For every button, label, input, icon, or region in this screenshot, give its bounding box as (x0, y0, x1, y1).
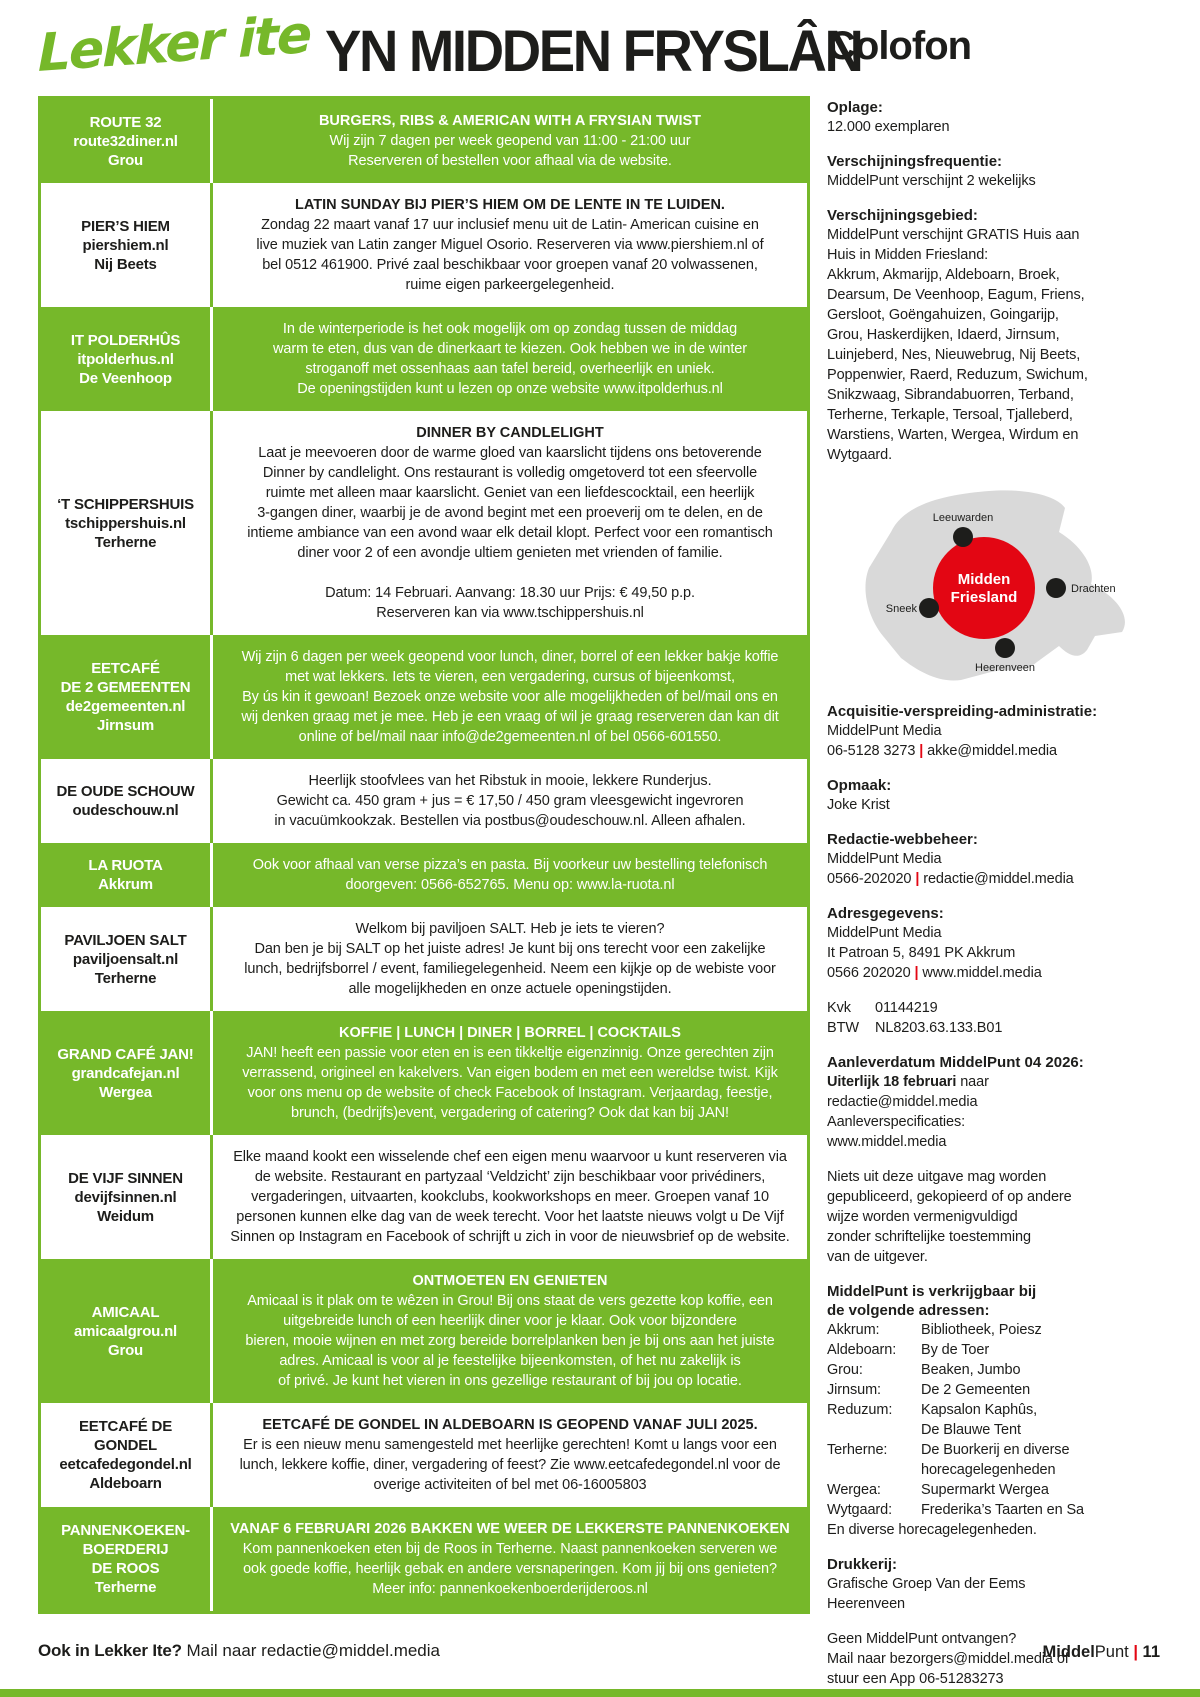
restaurant-name-line: PAVILJOEN SALT (64, 931, 187, 949)
restaurant-name-cell (41, 307, 213, 411)
colofon-line: 0566-202020 | redactie@middel.media (827, 871, 1074, 887)
restaurant-name-line: grandcafejan.nl (71, 1064, 180, 1082)
restaurant-row (41, 411, 807, 635)
colofon-line: Aldeboarn: By de Toer (827, 1342, 990, 1358)
colofon-line: Dearsum, De Veenhoop, Eagum, Friens, (827, 287, 1085, 303)
colofon-section (827, 904, 1189, 983)
description-line: Amicaal is it plak om te wêzen in Grou! Bij ons staat de vers gezette kop koffie, een (247, 1293, 773, 1309)
description-line: Welkom bij paviljoen SALT. Heb je iets te vieren? (355, 921, 665, 937)
description-line: Zondag 22 maart vanaf 17 uur inclusief menu uit de Latin- American cuisine en (261, 217, 759, 233)
colofon-sidebar (827, 98, 1189, 1697)
colofon-line: van de uitgever. (827, 1249, 928, 1265)
description-line: Wij zijn 6 dagen per week geopend voor lunch, diner, borrel of een lekker bakje koffie (241, 649, 779, 665)
footer-brand (1043, 1643, 1160, 1662)
footer-cta-rest: Mail naar redactie@middel.media (186, 1641, 440, 1660)
colofon-line: Grou: Beaken, Jumbo (827, 1362, 1021, 1378)
restaurant-name-line: DE VIJF SINNEN (68, 1169, 183, 1187)
colofon-line: Niets uit deze uitgave mag worden (827, 1169, 1047, 1185)
footer-cta-bold: Ook in Lekker Ite? (38, 1641, 182, 1660)
description-line: adres. Amicaal is voor al je feestelijke bijeenkomsten, of het nu zakelijk is (279, 1353, 741, 1369)
restaurant-name-line: Terherne (94, 969, 157, 987)
footer-brand-bold: Middel (1042, 1643, 1095, 1661)
restaurant-name-line: DE ROOS (91, 1560, 160, 1577)
restaurant-description-cell (213, 1403, 807, 1507)
restaurant-name-line: tschippershuis.nl (65, 514, 186, 532)
description-line: Meer info: pannenkoekenboerderijderoos.nl (372, 1581, 648, 1597)
colofon-line: Reduzum: Kapsalon Kaphûs, (827, 1402, 1038, 1418)
restaurant-name-line: amicaalgrou.nl (73, 1322, 178, 1340)
colofon-line: Akkrum: Bibliotheek, Poiesz (827, 1322, 1042, 1338)
colofon-line: Poppenwier, Raerd, Reduzum, Swichum, (827, 367, 1088, 383)
colofon-section (827, 1167, 1189, 1267)
restaurant-description-cell (213, 411, 807, 635)
restaurant-name-line: piershiem.nl (82, 236, 169, 254)
restaurant-headline: EETCAFÉ DE GONDEL IN ALDEBOARN IS GEOPEND VANAF JULI 2025. (262, 1417, 758, 1433)
restaurant-name-line: oudeschouw.nl (72, 802, 179, 819)
friesland-map-svg (839, 480, 1159, 685)
restaurant-name-line: paviljoensalt.nl (72, 950, 179, 968)
description-line: live muziek van Latin zanger Miguel Osorio. Reserveren via www.piershiem.nl of (256, 237, 764, 253)
description-line: Datum: 14 Februari. Aanvang: 18.30 uur Prijs: € 49,50 p.p. (325, 585, 695, 601)
restaurant-name-cell (41, 907, 213, 1011)
colofon-line: Joke Krist (827, 797, 890, 813)
restaurant-name-line: DE 2 GEMEENTEN (60, 679, 191, 696)
friesland-map (839, 480, 1189, 690)
page-title: YN MIDDEN FRYSLÂN (324, 19, 862, 84)
description-line: in vacuümkookzak. Bestellen via postbus@oudeschouw.nl. Alleen afhalen. (274, 813, 746, 829)
description-line: Elke maand kookt een wisselende chef een eigen menu waarvoor u kunt reserveren via (233, 1149, 787, 1165)
restaurant-description-cell (213, 1011, 807, 1135)
page-header (38, 4, 896, 85)
description-line: lunch, bedrijfsborrel / event, familiegelegenheid. Neem een kijkje op de webiste voor (244, 961, 776, 977)
colofon-line: Uiterlijk 18 februari naar (827, 1074, 989, 1090)
description-line: Laat je meevoeren door de warme gloed van kaarslicht tijdens ons betoverende (258, 445, 762, 461)
restaurant-name-cell (41, 1507, 213, 1611)
description-line: voor ons menu op de website of check Facebook of Instagram. Verjaardag, feestje, (247, 1085, 773, 1101)
description-line: JAN! heeft een passie voor eten en is een tikkeltje eigenzinnig. Onze gerechten zijn (246, 1045, 774, 1061)
footer-red-pipe: | (1133, 1643, 1138, 1661)
lekker-ite-logo: Lekker ite (38, 4, 311, 84)
description-line: Gewicht ca. 450 gram + jus = € 17,50 / 450 gram vleesgewicht ingevroren (276, 793, 744, 809)
description-line: wij denken graag met je mee. Heb je een vraag of wil je graag reserveren dan kan dit (241, 709, 779, 725)
restaurant-row (41, 1403, 807, 1507)
restaurant-description-cell (213, 759, 807, 843)
restaurant-name-cell (41, 411, 213, 635)
description-line: Heerlijk stoofvlees van het Ribstuk in mooie, lekkere Runderjus. (308, 773, 712, 789)
restaurant-name-line: BOERDERIJ (82, 1541, 169, 1558)
description-line: personen kunnen elke dag van de week terecht. Voor het laatste nieuws volgt u De Vijf (236, 1209, 784, 1225)
drachten-label: Drachten (1071, 583, 1116, 595)
heerenveen-dot (995, 638, 1015, 658)
colofon-line: MiddelPunt Media (827, 723, 942, 739)
restaurant-row (41, 99, 807, 183)
description-line: Reserveren kan via www.tschippershuis.nl (376, 605, 644, 621)
restaurant-name-cell (41, 1259, 213, 1403)
restaurant-name-line: Akkrum (98, 876, 153, 893)
colofon-line: MiddelPunt verschijnt GRATIS Huis aan (827, 227, 1080, 243)
footer-page-number: 11 (1142, 1643, 1160, 1661)
colofon-line: MiddelPunt verschijnt 2 wekelijks (827, 173, 1036, 189)
description-line: brunch, (bedrijfs)event, vergadering of catering? Ook dat kan bij JAN! (291, 1105, 729, 1121)
colofon-section-header: de volgende adressen: (827, 1302, 990, 1319)
colofon-section-header: Drukkerij: (827, 1556, 898, 1573)
description-line: alle mogelijkheden en onze actuele openingstijden. (348, 981, 672, 997)
restaurant-name-line: ‘T SCHIPPERSHUIS (57, 495, 194, 513)
colofon-line: De Blauwe Tent (921, 1422, 1021, 1438)
restaurant-row (41, 843, 807, 907)
restaurant-name-line: EETCAFÉ (91, 660, 160, 677)
restaurant-name-line: de2gemeenten.nl (65, 698, 186, 715)
colofon-section (827, 1282, 1189, 1540)
description-line: diner voor 2 of een avondje ultiem genieten met vrienden of familie. (297, 545, 723, 561)
description-line: In de winterperiode is het ook mogelijk om op zondag tussen de middag (282, 321, 738, 337)
restaurant-name-line: LA RUOTA (88, 857, 163, 874)
restaurant-description-cell (213, 843, 807, 907)
colofon-section-header: Verschijningsgebied: (827, 207, 978, 224)
colofon-section-header: Opmaak: (827, 777, 892, 794)
restaurant-row (41, 635, 807, 759)
colofon-line: It Patroan 5, 8491 PK Akkrum (827, 945, 1016, 961)
heerenveen-label: Heerenveen (975, 662, 1035, 674)
colofon-section (827, 206, 1189, 465)
colofon-line: Grou, Haskerdijken, Idaerd, Jirnsum, (827, 327, 1060, 343)
restaurant-name-line: devijfsinnen.nl (74, 1188, 177, 1206)
colofon-line: Heerenveen (827, 1596, 905, 1612)
colofon-line: Wytgaard: Frederika’s Taarten en Sa (827, 1502, 1085, 1518)
colofon-section-header: Redactie-webbeheer: (827, 831, 978, 848)
restaurant-name-line: route32diner.nl (73, 132, 178, 150)
restaurant-description-cell (213, 635, 807, 759)
description-line: ruime eigen parkeergelegenheid. (405, 277, 615, 293)
description-line: ook goede koffie, heerlijk gebak en andere versnaperingen. Kom jij bij ons genieten? (243, 1561, 777, 1577)
colofon-section-header: Oplage: (827, 99, 883, 116)
colofon-line: Grafische Groep Van der Eems (827, 1576, 1026, 1592)
description-line: Dan ben je bij SALT op het juiste adres! Je kunt bij ons terecht voor een zakelijke (254, 941, 766, 957)
restaurant-description-cell (213, 1259, 807, 1403)
restaurant-name-line: Nij Beets (94, 255, 157, 273)
restaurant-row (41, 307, 807, 411)
colofon-section-header: Adresgegevens: (827, 905, 944, 922)
colofon-title: Colofon (827, 24, 972, 68)
restaurant-row (41, 1135, 807, 1259)
red-pipe: | (915, 871, 920, 887)
restaurant-name-line: ROUTE 32 (89, 113, 162, 131)
description-line: de website. Restaurant en partyzaal ‘Veldzicht’ zijn beschikbaar voor privédiners, (254, 1169, 766, 1185)
restaurant-row (41, 1507, 807, 1611)
colofon-line: Akkrum, Akmarijp, Aldeboarn, Broek, (827, 267, 1060, 283)
colofon-line: Wytgaard. (827, 447, 893, 463)
colofon-line: Terherne, Terkaple, Tersoal, Tjalleberd, (827, 407, 1073, 423)
restaurant-name-line: Jirnsum (97, 717, 154, 734)
colofon-line: horecagelegenheden (921, 1462, 1056, 1478)
restaurant-headline: BURGERS, RIBS & AMERICAN WITH A FRYSIAN TWIST (318, 113, 702, 129)
colofon-line: Aanleverspecificaties: (827, 1114, 966, 1130)
red-pipe: | (919, 743, 924, 759)
colofon-section-header: MiddelPunt is verkrijgbaar bij (827, 1283, 1037, 1300)
restaurant-headline: VANAF 6 FEBRUARI 2026 BAKKEN WE WEER DE LEKKERSTE PANNENKOEKEN (230, 1521, 790, 1537)
colofon-line: En diverse horecagelegenheden. (827, 1522, 1037, 1538)
restaurant-name-line: Terherne (94, 1579, 157, 1596)
restaurant-row (41, 1259, 807, 1403)
description-line: Reserveren of bestellen voor afhaal via de website. (348, 153, 672, 169)
restaurant-description-cell (213, 907, 807, 1011)
colofon-section (827, 998, 1189, 1038)
restaurant-name-cell (41, 183, 213, 307)
description-line: overige activiteiten of bel met 06-16005803 (373, 1477, 647, 1493)
description-line: lunch, lekkere koffie, diner, vergadering of feest? Zie www.eetcafedegondel.nl voor de (239, 1457, 781, 1473)
colofon-section-header: Acquisitie-verspreiding-administratie: (827, 703, 1098, 720)
colofon-line: Mail naar bezorgers@middel.media of (827, 1651, 1069, 1667)
restaurant-headline: LATIN SUNDAY BIJ PIER’S HIEM OM DE LENTE IN TE LUIDEN. (295, 197, 725, 213)
restaurant-description-cell (213, 99, 807, 183)
restaurant-name-cell (41, 1011, 213, 1135)
colofon-line: stuur een App 06-51283273 (827, 1671, 1004, 1687)
colofon-line: Gersloot, Goëngahuizen, Goingarijp, (827, 307, 1059, 323)
colofon-section (827, 1555, 1189, 1614)
description-line: of privé. Je kunt het vieren in ons gezellige restaurant of bij jou op locatie. (278, 1373, 742, 1389)
restaurant-name-line: De Veenhoop (79, 369, 172, 387)
description-line: stroganoff met ossenhaas aan tafel bereid, overheerlijk en uniek. (305, 361, 715, 377)
restaurant-name-line: itpolderhus.nl (77, 350, 174, 368)
restaurant-name-line: eetcafedegondel.nl (59, 1456, 192, 1473)
footer-cta (38, 1641, 440, 1661)
restaurant-headline: KOFFIE | LUNCH | DINER | BORREL | COCKTAILS (339, 1025, 681, 1041)
restaurant-row (41, 907, 807, 1011)
restaurant-name-cell (41, 759, 213, 843)
restaurant-name-cell (41, 1135, 213, 1259)
restaurant-name-line: AMICAAL (91, 1303, 160, 1321)
colofon-line: redactie@middel.media (827, 1094, 978, 1110)
restaurant-name-line: PIER’S HIEM (81, 217, 170, 235)
colofon-line: Huis in Midden Friesland: (827, 247, 989, 263)
colofon-line: 12.000 exemplaren (827, 119, 950, 135)
colofon-line: 0566 202020 | www.middel.media (827, 965, 1042, 981)
colofon-line: Geen MiddelPunt ontvangen? (827, 1631, 1017, 1647)
colofon-section (827, 152, 1189, 191)
colofon-section-header: Verschijningsfrequentie: (827, 153, 1003, 170)
restaurant-row (41, 183, 807, 307)
bottom-green-bar (0, 1689, 1200, 1697)
restaurant-headline: DINNER BY CANDLELIGHT (416, 425, 604, 441)
description-line: ruimte met alleen maar kaarslicht. Geniet van een liefdescocktail, een heerlijk (265, 485, 755, 501)
colofon-line: MiddelPunt Media (827, 851, 942, 867)
description-line: Ook voor afhaal van verse pizza’s en pasta. Bij voorkeur uw bestelling telefonisch (252, 857, 768, 873)
restaurant-name-cell (41, 635, 213, 759)
description-line: verrassend, origineel en kakelvers. Van eigen bodem en met een wereldse twist. Kijk (242, 1065, 778, 1081)
colofon-line: Jirnsum: De 2 Gemeenten (827, 1382, 1031, 1398)
restaurant-name-line: EETCAFÉ DE GONDEL (78, 1418, 172, 1454)
colofon-section (827, 830, 1189, 889)
colofon-line: Wergea: Supermarkt Wergea (827, 1482, 1049, 1498)
description-line: De openingstijden kunt u lezen op onze website www.itpolderhus.nl (297, 381, 723, 397)
restaurant-description-cell (213, 1507, 807, 1611)
restaurant-name-cell (41, 1403, 213, 1507)
description-line: Dinner by candlelight. Ons restaurant is volledig omgetoverd tot een sfeervolle (262, 465, 758, 481)
drachten-dot (1046, 578, 1066, 598)
restaurant-description-cell (213, 307, 807, 411)
restaurant-name-line: IT POLDERHÛS (70, 331, 181, 349)
sneek-dot (919, 598, 939, 618)
leeuwarden-dot (953, 527, 973, 547)
colofon-section (827, 1053, 1189, 1152)
colofon-line: MiddelPunt Media (827, 925, 942, 941)
footer-brand-regular: Punt (1094, 1643, 1129, 1661)
description-line: doorgeven: 0566-652765. Menu op: www.la-ruota.nl (345, 877, 675, 893)
description-line: warm te eten, dus van de dinerkaart te kiezen. Ook hebben we in de winter (273, 341, 747, 357)
description-line: met wat lekkers. Iets te vieren, een vergadering, cursus of bijeenkomst, (285, 669, 735, 685)
restaurant-name-line: Terherne (94, 533, 157, 551)
colofon-line: www.middel.media (827, 1134, 947, 1150)
colofon-line: gepubliceerd, gekopieerd of op andere (827, 1189, 1072, 1205)
restaurant-name-line: Aldeboarn (89, 1475, 162, 1492)
colofon-section-header: Aanleverdatum MiddelPunt 04 2026: (827, 1054, 1084, 1071)
colofon-line: Luinjeberd, Nes, Nieuwebrug, Nij Beets, (827, 347, 1081, 363)
sneek-label: Sneek (885, 603, 917, 615)
description-line: By ús kin it gewoan! Bezoek onze website voor alle mogelijkheden of bel/mail ons en (242, 689, 778, 705)
description-line: Sinnen op Instagram en Facebook of schrijft u zich in voor de nieuwsbrief op de website. (230, 1229, 790, 1245)
description-line: online of bel/mail naar info@de2gemeenten.nl of bel 0566-601550. (298, 729, 722, 745)
restaurant-name-line: Grou (107, 1341, 144, 1359)
description-line: bel 0512 461900. Privé zaal beschikbaar voor groepen vanaf 20 volwassenen, (262, 257, 758, 273)
description-line: 3-gangen diner, waarbij je de avond begint met een proeverij om te delen, en de (257, 505, 763, 521)
colofon-line: Kvk 01144219 (827, 1000, 938, 1016)
description-line: Wij zijn 7 dagen per week geopend van 11:00 - 21:00 uur (329, 133, 691, 149)
restaurant-name-cell (41, 99, 213, 183)
restaurant-name-line: Grou (107, 151, 144, 169)
description-spacer (229, 563, 791, 583)
restaurant-name-line: GRAND CAFÉ JAN! (57, 1045, 194, 1063)
colofon-section (827, 98, 1189, 137)
restaurant-row (41, 759, 807, 843)
restaurant-name-line: DE OUDE SCHOUW (56, 783, 195, 800)
restaurant-listing-table (38, 96, 810, 1614)
colofon-line: 06-5128 3273 | akke@middel.media (827, 743, 1058, 759)
colofon-line: zonder schriftelijke toestemming (827, 1229, 1031, 1245)
restaurant-name-line: PANNENKOEKEN- (61, 1522, 190, 1539)
description-line: intieme ambiance van een avond waar elk detail klopt. Perfect voor een romantisch (247, 525, 773, 541)
restaurant-name-line: Wergea (99, 1083, 152, 1101)
restaurant-row (41, 1011, 807, 1135)
colofon-section (827, 702, 1189, 761)
restaurant-name-cell (41, 843, 213, 907)
description-line: uitgebreide lunch of een heerlijk diner voor je klaar. Ook voor bijzondere (283, 1313, 737, 1329)
colofon-line: wijze worden vermenigvuldigd (827, 1209, 1018, 1225)
description-line: vergaderingen, uitvaarten, kookclubs, kookworkshops en meer. Groepen vanaf 10 (251, 1189, 769, 1205)
restaurant-name-line: Weidum (97, 1207, 154, 1225)
colofon-line: BTW NL8203.63.133.B01 (827, 1020, 1003, 1036)
leeuwarden-label: Leeuwarden (932, 512, 994, 524)
restaurant-description-cell (213, 1135, 807, 1259)
midden-friesland-label-2: Friesland (950, 589, 1018, 606)
description-line: Er is een nieuw menu samengesteld met heerlijke gerechten! Komt u langs voor een (243, 1437, 777, 1453)
colofon-section (827, 776, 1189, 815)
red-pipe: | (914, 965, 919, 981)
colofon-line: Snikzwaag, Sibrandabuorren, Terband, (827, 387, 1074, 403)
midden-friesland-label-1: Midden (957, 571, 1011, 588)
restaurant-headline: ONTMOETEN EN GENIETEN (412, 1273, 608, 1289)
colofon-line: Warstiens, Warten, Wergea, Wirdum en (827, 427, 1079, 443)
description-line: Kom pannenkoeken eten bij de Roos in Terherne. Naast pannenkoeken serveren we (242, 1541, 778, 1557)
colofon-line: Terherne: De Buorkerij en diverse (827, 1442, 1070, 1458)
restaurant-description-cell (213, 183, 807, 307)
description-line: bieren, mooie wijnen en met zorg bereide borrelplanken ben je bij ons aan het juiste (245, 1333, 775, 1349)
midden-friesland-circle (933, 537, 1035, 639)
